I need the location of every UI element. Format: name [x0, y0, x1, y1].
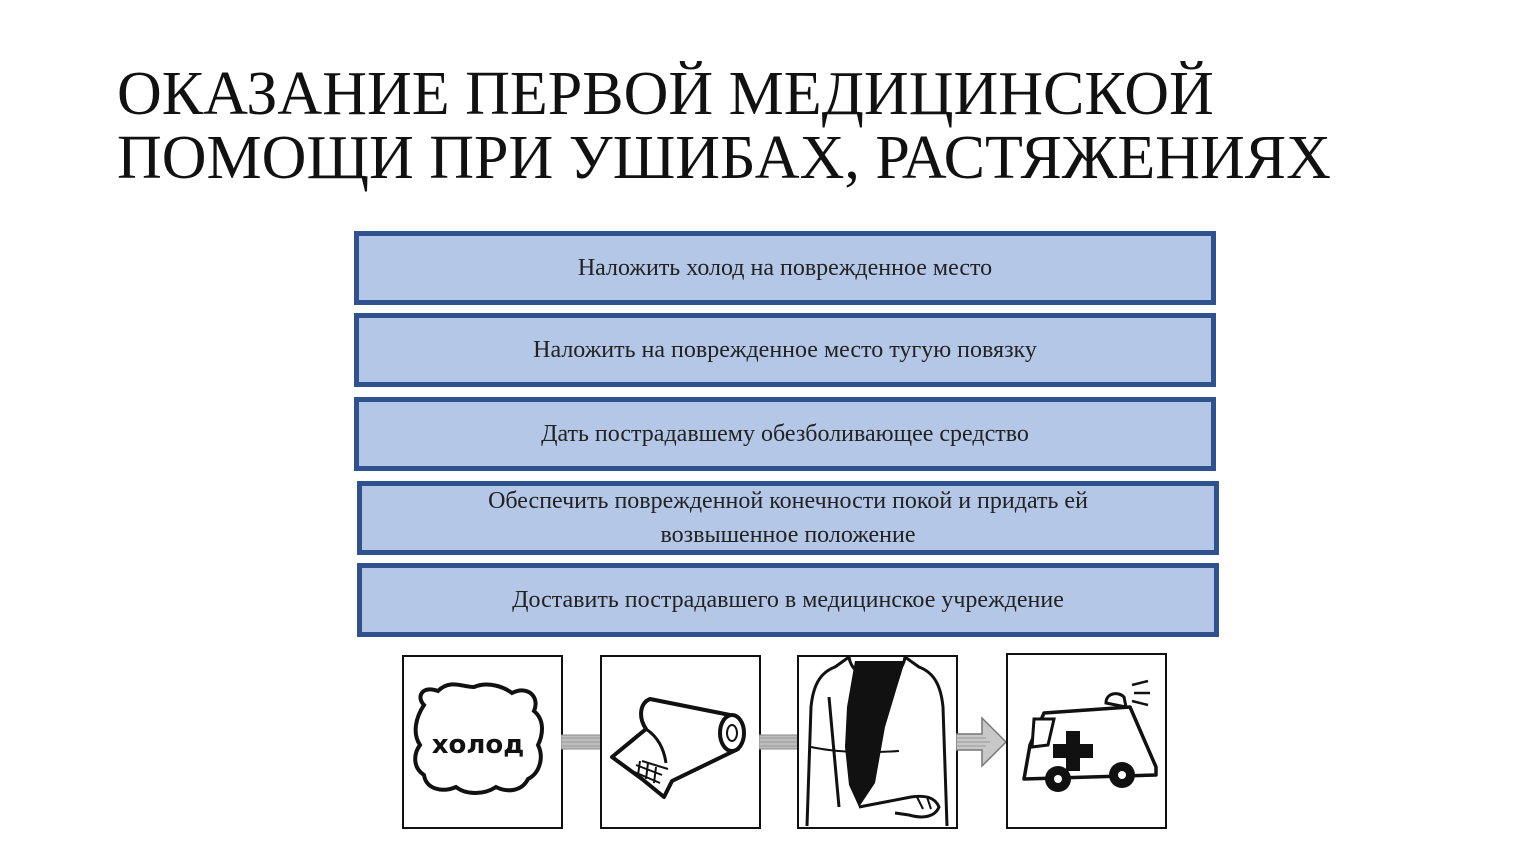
- step-apply-cold: [354, 231, 1216, 305]
- arrow-right-icon: [956, 714, 1008, 770]
- arrow-right-icon: [759, 727, 801, 757]
- ambulance-picture: [1006, 653, 1167, 829]
- step-text-line-2: возвышенное положение: [660, 522, 916, 548]
- arm-sling-picture: [797, 655, 958, 829]
- arm-sling-icon: [799, 657, 955, 826]
- cold-pack-picture: [402, 655, 563, 829]
- step-text: Доставить пострадавшего в медицинское учреждение: [512, 587, 1064, 613]
- step-rest-elevate: [357, 481, 1219, 555]
- cold-pack-icon: [404, 657, 560, 826]
- ambulance-icon: [1008, 655, 1164, 826]
- step-painkiller: [354, 397, 1216, 471]
- step-text: Дать пострадавшему обезболивающее средство: [541, 421, 1029, 447]
- bandage-picture: [600, 655, 761, 829]
- title-line-1: ОКАЗАНИЕ ПЕРВОЙ МЕДИЦИНСКОЙ: [117, 60, 1214, 128]
- step-text-line-1: Обеспечить поврежденной конечности покой и придать ей: [488, 488, 1088, 514]
- cold-label: холод: [431, 730, 525, 760]
- step-text: Наложить на поврежденное место тугую повязку: [533, 337, 1037, 363]
- step-deliver-hospital: [357, 563, 1219, 637]
- arrow-right-icon: [561, 727, 603, 757]
- title-line-2: ПОМОЩИ ПРИ УШИБАХ, РАСТЯЖЕНИЯХ: [117, 124, 1331, 192]
- slide-title: [117, 62, 1331, 190]
- step-tight-bandage: [354, 313, 1216, 387]
- bandage-roll-icon: [602, 657, 758, 826]
- step-text: Наложить холод на поврежденное место: [577, 255, 993, 281]
